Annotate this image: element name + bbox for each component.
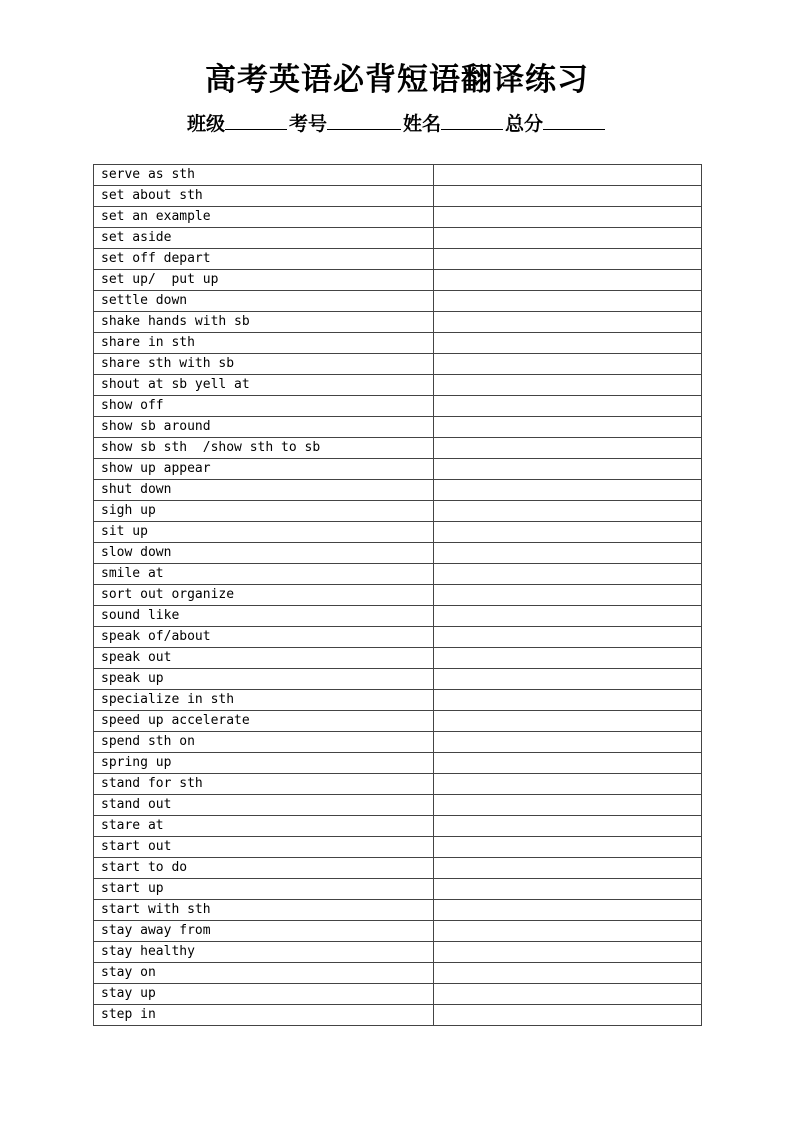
table-row	[94, 879, 702, 900]
score-label: 总分	[505, 113, 544, 135]
translation-answer-cell[interactable]	[434, 207, 702, 228]
table-row	[94, 648, 702, 669]
table-row	[94, 963, 702, 984]
phrase-cell: set an example	[94, 207, 434, 228]
exam-number-blank[interactable]	[327, 109, 401, 130]
table-row	[94, 270, 702, 291]
table-row	[94, 669, 702, 690]
translation-answer-cell[interactable]	[434, 396, 702, 417]
translation-answer-cell[interactable]	[434, 1005, 702, 1026]
translation-answer-cell[interactable]	[434, 774, 702, 795]
translation-answer-cell[interactable]	[434, 312, 702, 333]
table-row	[94, 333, 702, 354]
phrase-cell: set up/ put up	[94, 270, 434, 291]
table-row	[94, 606, 702, 627]
page-title: 高考英语必背短语翻译练习	[205, 62, 589, 98]
table-row	[94, 312, 702, 333]
table-row	[94, 795, 702, 816]
translation-answer-cell[interactable]	[434, 753, 702, 774]
translation-answer-cell[interactable]	[434, 228, 702, 249]
name-label: 姓名	[403, 113, 442, 135]
table-row	[94, 837, 702, 858]
translation-answer-cell[interactable]	[434, 984, 702, 1005]
name-blank[interactable]	[441, 109, 503, 130]
translation-answer-cell[interactable]	[434, 795, 702, 816]
table-row	[94, 816, 702, 837]
phrase-cell: stay up	[94, 984, 434, 1005]
phrase-cell: step in	[94, 1005, 434, 1026]
phrase-cell: show sb sth /show sth to sb	[94, 438, 434, 459]
phrase-cell: share sth with sb	[94, 354, 434, 375]
translation-answer-cell[interactable]	[434, 648, 702, 669]
table-row	[94, 354, 702, 375]
table-row	[94, 564, 702, 585]
phrase-cell: share in sth	[94, 333, 434, 354]
phrase-cell: set aside	[94, 228, 434, 249]
translation-answer-cell[interactable]	[434, 585, 702, 606]
table-row	[94, 543, 702, 564]
table-row	[94, 984, 702, 1005]
translation-answer-cell[interactable]	[434, 606, 702, 627]
translation-answer-cell[interactable]	[434, 669, 702, 690]
phrase-cell: stay healthy	[94, 942, 434, 963]
translation-answer-cell[interactable]	[434, 837, 702, 858]
translation-answer-cell[interactable]	[434, 165, 702, 186]
phrase-cell: set off depart	[94, 249, 434, 270]
translation-answer-cell[interactable]	[434, 186, 702, 207]
phrase-table	[93, 164, 702, 1026]
translation-answer-cell[interactable]	[434, 543, 702, 564]
exam-number-label: 考号	[288, 113, 327, 135]
translation-answer-cell[interactable]	[434, 858, 702, 879]
phrase-cell: start to do	[94, 858, 434, 879]
translation-answer-cell[interactable]	[434, 354, 702, 375]
translation-answer-cell[interactable]	[434, 963, 702, 984]
table-row	[94, 921, 702, 942]
translation-answer-cell[interactable]	[434, 375, 702, 396]
table-row	[94, 732, 702, 753]
phrase-cell: stand out	[94, 795, 434, 816]
phrase-cell: stay on	[94, 963, 434, 984]
phrase-cell: start with sth	[94, 900, 434, 921]
phrase-cell: serve as sth	[94, 165, 434, 186]
table-row	[94, 522, 702, 543]
table-row	[94, 585, 702, 606]
table-row	[94, 375, 702, 396]
phrase-cell: spring up	[94, 753, 434, 774]
class-label: 班级	[186, 113, 225, 135]
phrase-cell: stare at	[94, 816, 434, 837]
phrase-cell: shake hands with sb	[94, 312, 434, 333]
table-row	[94, 459, 702, 480]
phrase-cell: shut down	[94, 480, 434, 501]
translation-answer-cell[interactable]	[434, 564, 702, 585]
table-row	[94, 858, 702, 879]
table-row	[94, 228, 702, 249]
phrase-cell: set about sth	[94, 186, 434, 207]
phrase-cell: speak up	[94, 669, 434, 690]
table-row	[94, 291, 702, 312]
table-row	[94, 417, 702, 438]
translation-answer-cell[interactable]	[434, 732, 702, 753]
translation-answer-cell[interactable]	[434, 627, 702, 648]
table-row	[94, 900, 702, 921]
table-row	[94, 711, 702, 732]
phrase-cell: show sb around	[94, 417, 434, 438]
table-row	[94, 753, 702, 774]
table-row	[94, 942, 702, 963]
phrase-cell: sound like	[94, 606, 434, 627]
phrase-cell: settle down	[94, 291, 434, 312]
translation-answer-cell[interactable]	[434, 711, 702, 732]
table-row	[94, 480, 702, 501]
phrase-cell: stay away from	[94, 921, 434, 942]
phrase-cell: smile at	[94, 564, 434, 585]
score-blank[interactable]	[543, 109, 605, 130]
phrase-cell: sit up	[94, 522, 434, 543]
phrase-cell: speak out	[94, 648, 434, 669]
table-row	[94, 627, 702, 648]
table-row	[94, 249, 702, 270]
class-blank[interactable]	[225, 109, 287, 130]
translation-answer-cell[interactable]	[434, 459, 702, 480]
phrase-cell: shout at sb yell at	[94, 375, 434, 396]
translation-answer-cell[interactable]	[434, 270, 702, 291]
table-row	[94, 186, 702, 207]
table-row	[94, 690, 702, 711]
translation-answer-cell[interactable]	[434, 690, 702, 711]
table-row	[94, 774, 702, 795]
phrase-cell: stand for sth	[94, 774, 434, 795]
translation-answer-cell[interactable]	[434, 942, 702, 963]
table-row	[94, 207, 702, 228]
phrase-cell: start up	[94, 879, 434, 900]
phrase-cell: spend sth on	[94, 732, 434, 753]
translation-answer-cell[interactable]	[434, 438, 702, 459]
table-row	[94, 1005, 702, 1026]
phrase-table-body	[94, 165, 702, 1026]
table-row	[94, 396, 702, 417]
table-row	[94, 165, 702, 186]
phrase-cell: show off	[94, 396, 434, 417]
translation-answer-cell[interactable]	[434, 921, 702, 942]
translation-answer-cell[interactable]	[434, 333, 702, 354]
translation-answer-cell[interactable]	[434, 816, 702, 837]
student-info-line	[0, 109, 794, 138]
phrase-cell: start out	[94, 837, 434, 858]
translation-answer-cell[interactable]	[434, 291, 702, 312]
translation-answer-cell[interactable]	[434, 501, 702, 522]
phrase-cell: speak of/about	[94, 627, 434, 648]
phrase-cell: specialize in sth	[94, 690, 434, 711]
phrase-cell: speed up accelerate	[94, 711, 434, 732]
translation-answer-cell[interactable]	[434, 522, 702, 543]
table-row	[94, 501, 702, 522]
translation-answer-cell[interactable]	[434, 480, 702, 501]
phrase-cell: slow down	[94, 543, 434, 564]
translation-answer-cell[interactable]	[434, 879, 702, 900]
translation-answer-cell[interactable]	[434, 417, 702, 438]
translation-answer-cell[interactable]	[434, 249, 702, 270]
phrase-cell: sort out organize	[94, 585, 434, 606]
translation-answer-cell[interactable]	[434, 900, 702, 921]
phrase-cell: sigh up	[94, 501, 434, 522]
phrase-cell: show up appear	[94, 459, 434, 480]
table-row	[94, 438, 702, 459]
